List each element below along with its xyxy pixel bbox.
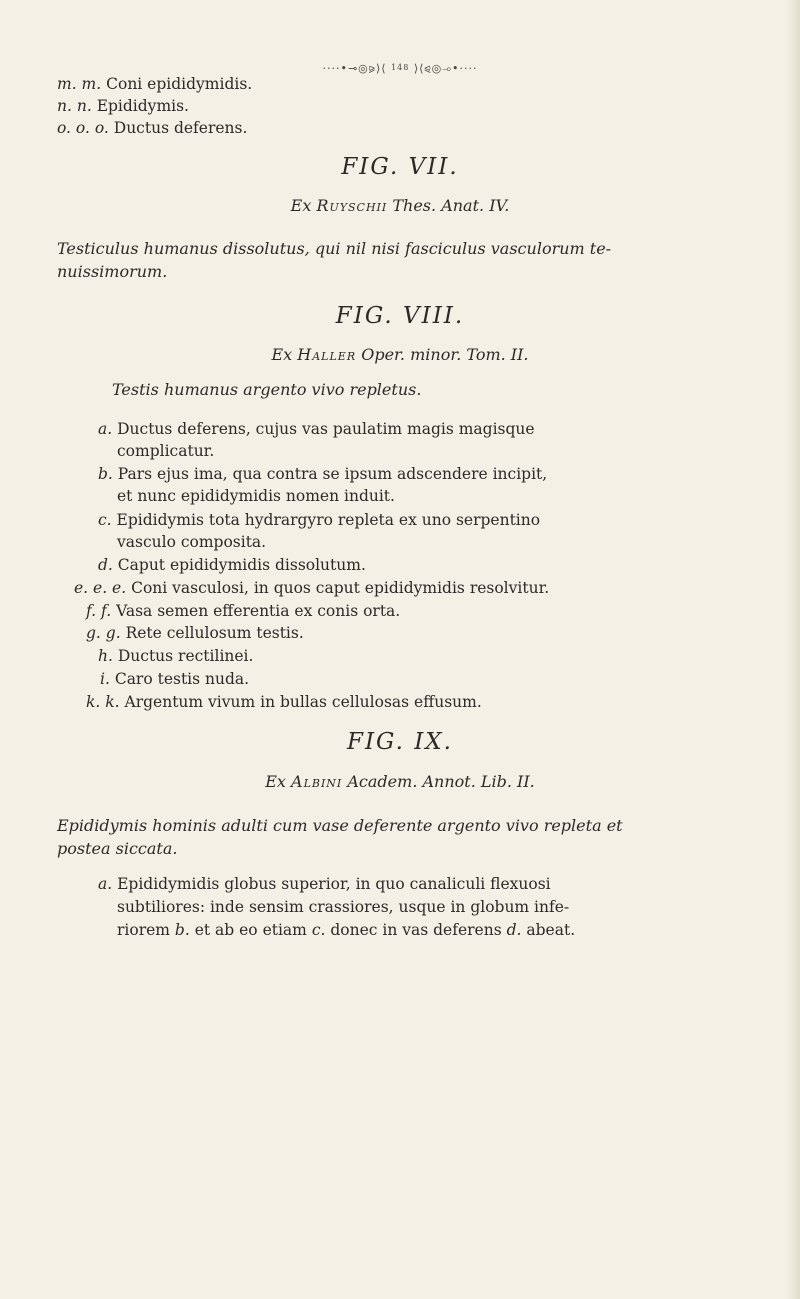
fig9-legend-a <box>98 875 551 893</box>
legend-key: g. g. <box>86 624 121 642</box>
fig7-source <box>0 196 800 215</box>
fig7-heading: FIG. VII. <box>341 154 459 180</box>
ornament-right: ⟩⟨⪨◎⊸•···· <box>413 62 478 75</box>
legend-text: Epididymidis globus superior, in quo canaliculi flexuosi <box>117 875 551 893</box>
legend-text: Vasa semen efferentia ex conis orta. <box>116 602 401 620</box>
legend-key: k. k. <box>86 693 120 711</box>
fig8-legend-b <box>98 465 547 483</box>
source-rest: Academ. Annot. Lib. II. <box>347 772 535 791</box>
source-author: Haller <box>297 345 357 364</box>
fig9-description-line1: Epididymis hominis adulti cum vase deferente argento vivo repleta et <box>57 816 623 835</box>
source-rest: Oper. minor. Tom. II. <box>361 345 529 364</box>
fig8-source <box>0 345 800 364</box>
legend-key: d. <box>98 556 113 574</box>
source-prefix: Ex <box>271 345 293 364</box>
legend-text: riorem <box>117 921 170 939</box>
fig8-legend-b-cont: et nunc epididymidis nomen induit. <box>117 487 395 505</box>
fig8-legend-d <box>98 556 366 574</box>
fig9-legend-a-cont2 <box>117 921 575 939</box>
fig8-legend-c-cont: vasculo composita. <box>117 533 267 551</box>
fig8-legend-f <box>86 602 400 620</box>
fig8-legend-c <box>98 511 540 529</box>
legend-text: abeat. <box>526 921 576 939</box>
legend-text: donec in vas deferens <box>330 921 502 939</box>
legend-key: m. m. <box>57 75 102 93</box>
fig8-heading: FIG. VIII. <box>335 303 465 329</box>
legend-text: Ductus deferens, cujus vas paulatim magis magisque <box>117 420 535 438</box>
fig8-legend-a-cont: complicatur. <box>117 442 215 460</box>
legend-key: a. <box>98 875 113 893</box>
fig8-legend-k <box>86 693 482 711</box>
legend-key: h. <box>98 647 113 665</box>
fig8-legend-g <box>86 624 304 642</box>
legend-key: a. <box>98 420 113 438</box>
legend-item-n <box>57 96 189 116</box>
legend-key: i. <box>100 670 110 688</box>
fig8-legend-i <box>100 670 249 688</box>
legend-text: Caro testis nuda. <box>114 670 250 688</box>
legend-text: Coni vasculosi, in quos caput epididymidis resolvitur. <box>131 579 550 597</box>
page-number: 148 <box>391 63 410 72</box>
legend-text: Rete cellulosum testis. <box>125 624 304 642</box>
legend-key: b. <box>174 921 190 939</box>
legend-key: f. f. <box>86 602 112 620</box>
legend-key: b. <box>98 465 113 483</box>
legend-key: e. e. e. <box>74 579 127 597</box>
legend-text: Argentum vivum in bullas cellulosas effusum. <box>124 693 482 711</box>
fig7-description-line1: Testiculus humanus dissolutus, qui nil nisi fasciculus vasculorum te- <box>57 239 612 258</box>
legend-text: Coni epididymidis. <box>106 75 253 93</box>
legend-text: Caput epididymidis dissolutum. <box>117 556 366 574</box>
legend-key: n. n. <box>57 97 92 115</box>
legend-text: Ductus deferens. <box>113 119 248 137</box>
source-author: Ruyschii <box>316 196 388 215</box>
legend-item-m <box>57 74 252 94</box>
fig9-legend-a-cont1: subtiliores: inde sensim crassiores, usque in globum infe- <box>117 898 570 916</box>
fig8-legend-a <box>98 420 535 438</box>
source-prefix: Ex <box>265 772 286 791</box>
legend-key: d. <box>506 921 522 939</box>
fig8-description: Testis humanus argento vivo repletus. <box>112 380 422 399</box>
legend-text: et ab eo etiam <box>194 921 307 939</box>
fig9-description-line2: postea siccata. <box>57 839 178 858</box>
legend-key: c. <box>98 511 112 529</box>
fig8-legend-e <box>74 579 549 597</box>
legend-text: Epididymis tota hydrargyro repleta ex uno serpentino <box>116 511 541 529</box>
source-rest: Thes. Anat. IV. <box>392 196 510 215</box>
fig9-source <box>0 772 800 791</box>
legend-text: Epididymis. <box>96 97 189 115</box>
page-edge-shadow <box>786 0 800 1299</box>
source-prefix: Ex <box>290 196 312 215</box>
fig8-legend-h <box>98 647 253 665</box>
fig7-description-line2: nuissimorum. <box>57 262 168 281</box>
legend-text: Ductus rectilinei. <box>117 647 254 665</box>
legend-text: Pars ejus ima, qua contra se ipsum adscendere incipit, <box>117 465 548 483</box>
source-author: Albini <box>291 772 343 791</box>
legend-item-o <box>57 118 247 138</box>
fig9-heading: FIG. IX. <box>347 729 453 755</box>
ornament-left: ····•⊸◎⪩⟩⟨ <box>322 62 387 75</box>
legend-key: o. o. o. <box>57 119 109 137</box>
legend-key: c. <box>311 921 326 939</box>
